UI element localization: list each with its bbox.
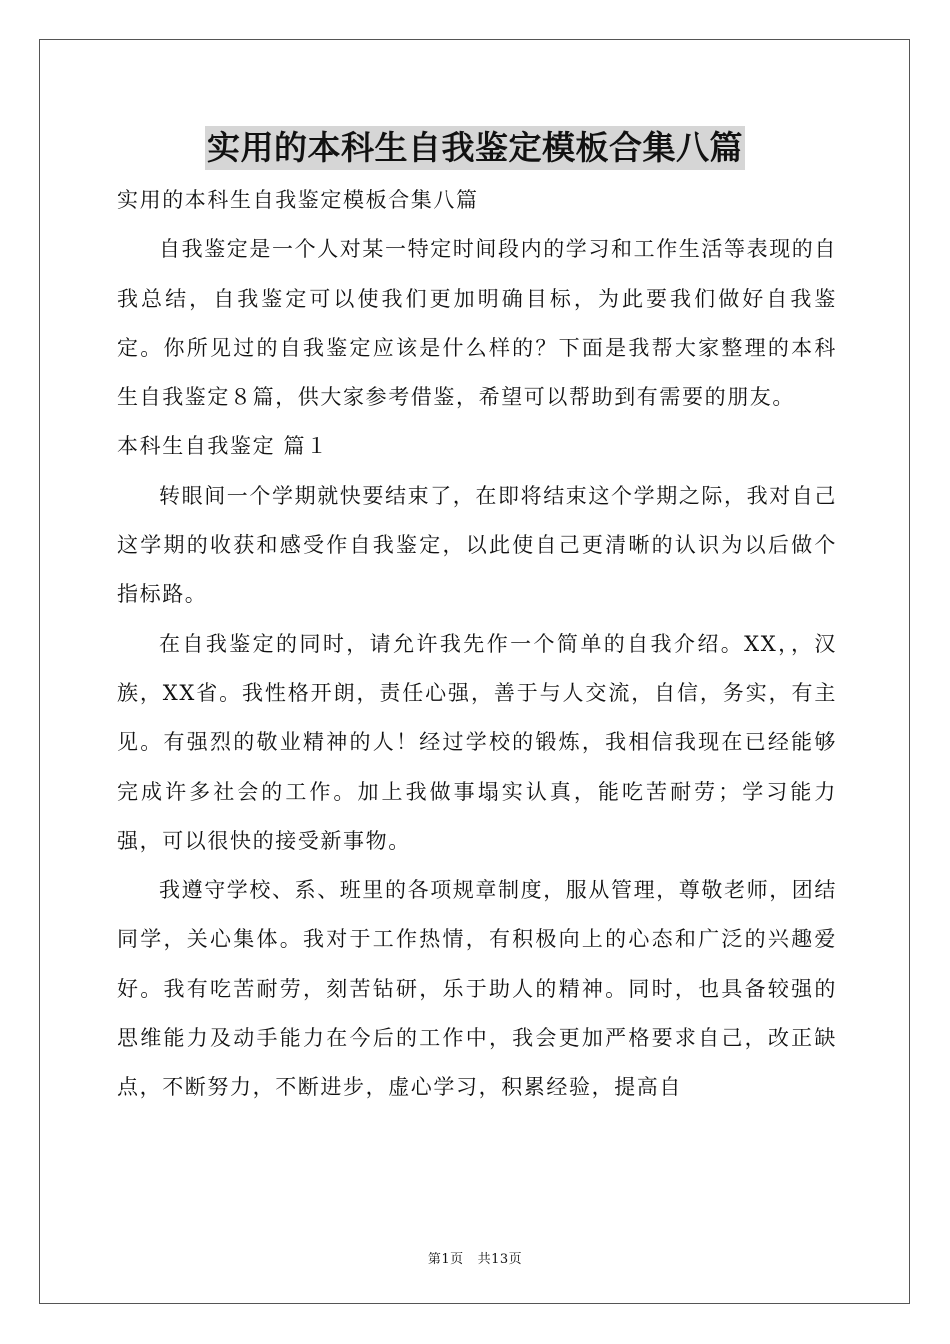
page-footer <box>0 1248 950 1267</box>
document-body <box>117 176 837 1113</box>
page-total: 共13页 <box>477 1252 523 1267</box>
section-paragraph-3: 我遵守学校、系、班里的各项规章制度，服从管理，尊敬老师，团结同学，关心集体。我对于工作热情，有积极向上的心态和广泛的兴趣爱好。我有吃苦耐劳，刻苦钻研，乐于助人的精神。同时，也具备较强的思维能力及动手能力在今后的工作中，我会更加严格要求自己，改正缺点，不断努力，不断进步，虚心学习，积累经验，提高自 <box>117 878 837 1100</box>
document-subtitle: 实用的本科生自我鉴定模板合集八篇 <box>117 188 479 212</box>
page-number: 第1页 <box>427 1252 464 1267</box>
section-paragraph-2: 在自我鉴定的同时，请允许我先作一个简单的自我介绍。XX，，汉族，XX省。我性格开朗，责任心强，善于与人交流，自信，务实，有主见。有强烈的敬业精神的人！经过学校的锻炼，我相信我现在已经能够完成许多社会的工作。加上我做事塌实认真，能吃苦耐劳；学习能力强，可以很快的接受新事物。 <box>117 631 837 853</box>
document-title: 实用的本科生自我鉴定模板合集八篇 <box>205 126 745 170</box>
title-wrap <box>0 126 950 170</box>
intro-paragraph: 自我鉴定是一个人对某一特定时间段内的学习和工作生活等表现的自我总结，自我鉴定可以使我们更加明确目标，为此要我们做好自我鉴定。你所见过的自我鉴定应该是什么样的？下面是我帮大家整理的本科生自我鉴定８篇，供大家参考借鉴，希望可以帮助到有需要的朋友。 <box>117 237 837 410</box>
section-paragraph-1: 转眼间一个学期就快要结束了，在即将结束这个学期之际，我对自己这学期的收获和感受作自我鉴定，以此使自己更清晰的认识为以后做个指标路。 <box>117 483 837 607</box>
section-heading: 本科生自我鉴定 篇１ <box>117 434 329 459</box>
